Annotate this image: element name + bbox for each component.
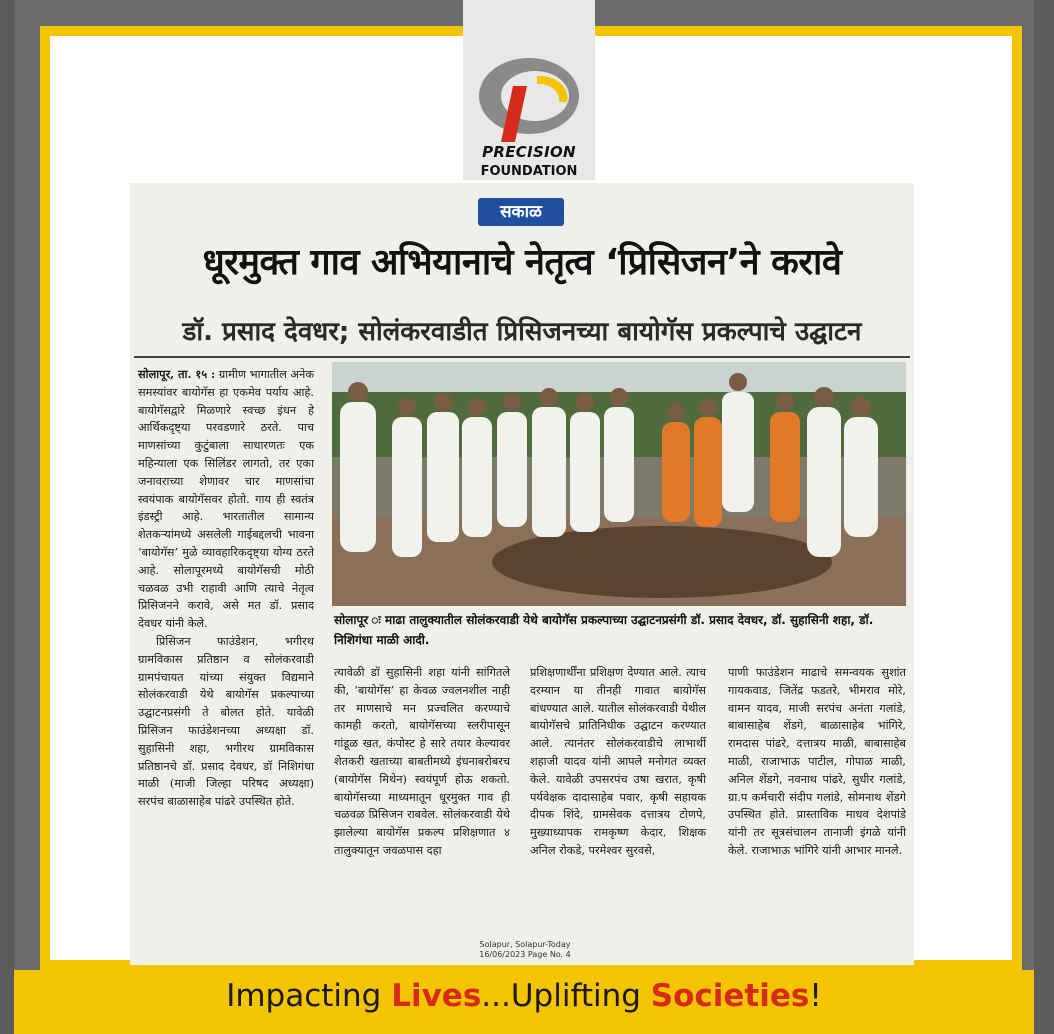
group-photo-image	[332, 362, 906, 606]
tagline-part: !	[809, 978, 822, 1014]
article-column-2	[334, 664, 510, 860]
paragraph: प्रशिक्षणार्थींना प्रशिक्षण देण्यात आले. त्याच दरम्यान या तीनही गावात बायोगॅस बांधण्यात आले. यातील सोलंकरवाडी येथील बायोगॅसचे प्रातिनिधीक उद्घाटन करण्यात आले. त्यानंतर सोलंकरवाडीचे लाभार्थी शहाजी यादव यांनी आपले मनोगत व्यक्त केले. यावेळी उपसरपंच उषा खरात, कृषी पर्यवेक्षक दादासाहेब पवार, कृषी सहायक दीपक शिंदे, ग्रामसेवक दत्तात्रय टोणपे, मुख्याध्यापक रामकृष्ण केदार, शिक्षक अनिल रोकडे, परमेश्वर सुरवसे,	[530, 666, 706, 857]
source-date-page: 16/06/2023 Page No. 4	[479, 950, 571, 959]
paragraph: पाणी फाउंडेशन माढाचे समन्वयक सुशांत गायकवाड, जितेंद्र फडतरे, भीमराव मोरे, वामन यादव, माजी सरपंच अनंता गलांडे, बाबासाहेब शेंडगे, बाळासाहेब भांगिरे, रामदास पांढरे, दत्तात्रय माळी, बाबासाहेब माळी, राजाभाऊ पाटील, गोपाळ माळी, अनिल शेंडगे, नवनाथ पांढरे, सुधीर गलांडे, ग्रा.प कर्मचारी संदीप गलांडे, सोमनाथ शेंडगे उपस्थित होते. प्रास्ताविक माधव देशपांडे यांनी तर सूत्रसंचालन तानाजी इंगळे यांनी केले. राजाभाऊ भांगिरे यांनी आभार मानले.	[728, 666, 906, 857]
tagline	[14, 978, 1034, 1014]
background-right	[1034, 0, 1054, 1034]
paragraph: त्यावेळी डॉ सुहासिनी शहा यांनी सांगितले की, ‘बायोगॅस’ हा केवळ ज्वलनशील नाही तर माणसाचे मन प्रज्वलित करण्याचे कामही करतो, बायोगॅसच्या स्लरीपासून गांडूळ खत, कंपोस्ट हे सारे तयार केल्यावर शेतकरी खताच्या बाबतीमध्ये इंधनाबरोबरच (बायोगॅस मिथेन) स्वयंपूर्ण होऊ शकतो. बायोगॅसच्या माध्यमातून धूरमुक्त गाव ही चळवळ प्रिसिजन राबवेल. सोलंकरवाडी येथे झालेल्या बायोगॅस प्रकल्प प्रशिक्षणात ४ तालुक्यातून जवळपास दहा	[334, 666, 510, 857]
logo-name: PRECISION	[482, 143, 576, 161]
background-left	[0, 0, 14, 1034]
source-publication: Solapur, Solapur-Today	[479, 940, 571, 949]
event-photo	[332, 362, 906, 606]
logo-subtitle: FOUNDATION	[480, 164, 578, 179]
tagline-highlight-lives: Lives	[391, 978, 482, 1014]
newspaper-masthead: सकाळ	[478, 198, 564, 226]
paragraph: प्रिसिजन फाउंडेशन, भगीरथ ग्रामविकास प्रतिष्ठान व सोलंकरवाडी ग्रामपंचायत यांच्या संयुक्त विद्यमाने सोलंकरवाडी येथे बायोगॅस प्रकल्पाच्या उद्घाटनप्रसंगी ते बोलत होते. यावेळी प्रिसिजन फाउंडेशनच्या अध्यक्षा डॉ. सुहासिनी शहा, भगीरथ ग्रामविकास प्रतिष्ठानचे डॉ. प्रसाद देवधर, डॉ निशिगंधा माळी (माजी जिल्हा परिषद अध्यक्षा) सरपंच बाळासाहेब पांढरे उपस्थित होते.	[138, 634, 314, 809]
photo-caption: सोलापूर ः माढा तालुक्यातील सोलंकरवाडी येथे बायोगॅस प्रकल्पाच्या उद्घाटनप्रसंगी डॉ. प्रसाद देवधर, डॉ. सुहासिनी शहा, डॉ. निशिगंधा माळी आदी.	[334, 613, 874, 647]
source-info	[460, 940, 590, 960]
headline: धूरमुक्त गाव अभियानाचे नेतृत्व ‘प्रिसिजन’ने करावे	[202, 242, 842, 283]
tagline-part: Impacting	[226, 978, 392, 1014]
tagline-highlight-societies: Societies	[650, 978, 810, 1014]
divider	[134, 356, 910, 358]
article-column-3	[530, 664, 706, 860]
article-column-1	[138, 366, 314, 811]
precision-logo-icon	[475, 56, 583, 146]
dateline: सोलापूर, ता. १५ :	[138, 367, 216, 381]
subheadline: डॉ. प्रसाद देवधर; सोलंकरवाडीत प्रिसिजनच्या बायोगॅस प्रकल्पाचे उद्घाटन	[182, 317, 862, 347]
tagline-part: ...Uplifting	[481, 978, 651, 1014]
paragraph-text: ग्रामीण भागातील अनेक समस्यांवर बायोगॅस हा एकमेव पर्याय आहे. बायोगॅसद्वारे मिळणारे स्वच्छ इंधन हे आर्थिकदृष्ट्या परवडणारे ठरते. पाच माणसांच्या कुटुंबाला साधारणतः एक महिन्याला एक सिलिंडर लागतो, तर एका जनावराच्या शेणावर चार माणसांचा स्वयंपाक बायोगॅसवर होतो. गाय ही स्वतंत्र इंडस्ट्री आहे. भारतातील सामान्य शेतकऱ्यांमध्ये असलेली गाईबद्दलची भावना ‘बायोगॅस’ मुळे व्यावहारिकदृष्ट्या योग्य ठरते आहे. सोलापूरमध्ये बायोगॅसची मोठी चळवळ उभी राहावी आणि त्याचे नेतृत्व प्रिसिजनने करावे, असे मत डॉ. प्रसाद देवधर यांनी केले.	[138, 368, 315, 631]
paragraph	[138, 366, 314, 633]
article-column-4	[728, 664, 906, 860]
